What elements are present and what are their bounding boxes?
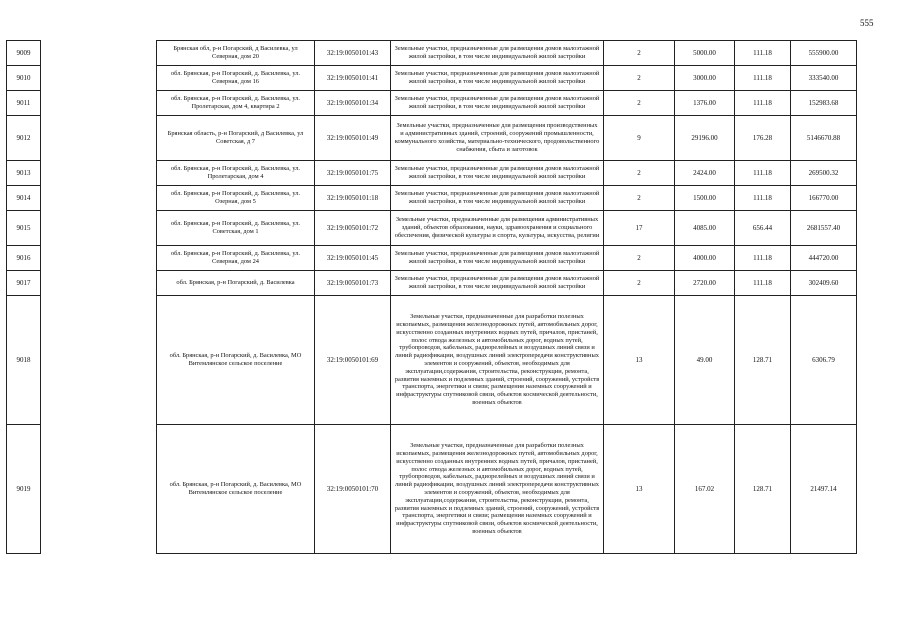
row-group: 13 (604, 296, 675, 425)
row-address: обл. Брянская, р-н Погарский, д. Василевка, МО Витемлянское сельское поселение (157, 425, 315, 554)
row-area: 1376.00 (675, 91, 735, 116)
row-group: 2 (604, 91, 675, 116)
row-id: 9017 (7, 271, 41, 296)
row-cadastral-value: 6306.79 (791, 296, 857, 425)
row-address: обл. Брянская, р-н Погарский, д. Василевка, ул. Северная, дом 16 (157, 66, 315, 91)
row-address: Брянская область, р-н Погарский, д Василевка, ул Советская, д 7 (157, 116, 315, 161)
row-cadastral-number: 32:19:0050101:18 (315, 186, 391, 211)
row-rate: 111.18 (735, 91, 791, 116)
row-cadastral-number: 32:19:0050101:43 (315, 41, 391, 66)
row-spacer (41, 41, 157, 66)
row-group: 17 (604, 211, 675, 246)
row-group: 2 (604, 246, 675, 271)
row-cadastral-number: 32:19:0050101:41 (315, 66, 391, 91)
table-row (7, 186, 857, 211)
row-cadastral-value: 2681557.40 (791, 211, 857, 246)
row-spacer (41, 161, 157, 186)
table-row (7, 116, 857, 161)
row-group: 9 (604, 116, 675, 161)
row-group: 2 (604, 66, 675, 91)
row-land-use: Земельные участки, предназначенные для размещения домов малоэтажной жилой застройки, в том числе индивидуальной жилой застройки (391, 41, 604, 66)
row-group: 2 (604, 161, 675, 186)
row-spacer (41, 271, 157, 296)
row-cadastral-number: 32:19:0050101:69 (315, 296, 391, 425)
row-cadastral-value: 555900.00 (791, 41, 857, 66)
row-id: 9015 (7, 211, 41, 246)
row-rate: 111.18 (735, 271, 791, 296)
row-cadastral-value: 269500.32 (791, 161, 857, 186)
row-cadastral-number: 32:19:0050101:34 (315, 91, 391, 116)
row-land-use: Земельные участки, предназначенные для размещения домов малоэтажной жилой застройки, в том числе индивидуальной жилой застройки (391, 271, 604, 296)
row-spacer (41, 186, 157, 211)
row-id: 9012 (7, 116, 41, 161)
row-land-use: Земельные участки, предназначенные для разработки полезных ископаемых, размещения железнодорожных путей, автомобильных дорог, искусственно созданных внутренних водных путей, причалов, пристаней, полос отвода железных и автомобильных дорог, водных путей, трубопроводов, кабельных, радиорелейных и воздушных линий связи и линий радиофикации, воздушных линий электропередачи конструктивных элементов и сооружений, объектов, необходимых для эксплуатации,содержания, строительства, реконструкции, ремонта, развития наземных и подземных зданий, строений, сооружений, устройств транспорта, энергетики и связи; размещения наземных сооружений и инфраструктуры спутниковой связи, объектов космической деятельности, военных объектов (391, 425, 604, 554)
table-row (7, 211, 857, 246)
row-cadastral-value: 444720.00 (791, 246, 857, 271)
row-rate: 111.18 (735, 161, 791, 186)
table-body (7, 41, 857, 554)
page-number: 555 (860, 18, 874, 28)
row-area: 29196.00 (675, 116, 735, 161)
row-address: обл. Брянская, р-н Погарский, д. Василевка, ул. Северная, дом 24 (157, 246, 315, 271)
row-address: обл. Брянская, р-н Погарский, д. Василевка, ул. Пролетарская, дом 4 (157, 161, 315, 186)
table-row (7, 271, 857, 296)
row-address: обл. Брянская, р-н Погарский, д. Василевка, МО Витемлянское сельское поселение (157, 296, 315, 425)
row-spacer (41, 425, 157, 554)
row-land-use: Земельные участки, предназначенные для размещения административных зданий, объектов образования, науки, здравоохранения и социального обеспечения, физической культуры и спорта, культуры, искусства, религии (391, 211, 604, 246)
row-cadastral-number: 32:19:0050101:70 (315, 425, 391, 554)
row-cadastral-value: 166770.00 (791, 186, 857, 211)
row-area: 4000.00 (675, 246, 735, 271)
row-group: 2 (604, 41, 675, 66)
row-area: 4085.00 (675, 211, 735, 246)
row-address: обл. Брянская, р-н Погарский, д. Василевка, ул. Озерная, дом 5 (157, 186, 315, 211)
table-row (7, 66, 857, 91)
row-rate: 128.71 (735, 425, 791, 554)
cadastral-value-table (6, 40, 857, 554)
table-row (7, 41, 857, 66)
table-row (7, 296, 857, 425)
row-id: 9018 (7, 296, 41, 425)
row-land-use: Земельные участки, предназначенные для размещения домов малоэтажной жилой застройки, в том числе индивидуальной жилой застройки (391, 91, 604, 116)
row-land-use: Земельные участки, предназначенные для размещения домов малоэтажной жилой застройки, в том числе индивидуальной жилой застройки (391, 186, 604, 211)
row-cadastral-number: 32:19:0050101:45 (315, 246, 391, 271)
row-area: 3000.00 (675, 66, 735, 91)
row-address: обл. Брянская, р-н Погарский, д. Василевка, ул. Советская, дом 1 (157, 211, 315, 246)
row-rate: 111.18 (735, 246, 791, 271)
row-group: 2 (604, 186, 675, 211)
row-id: 9013 (7, 161, 41, 186)
row-area: 49.00 (675, 296, 735, 425)
row-area: 2720.00 (675, 271, 735, 296)
row-cadastral-value: 333540.00 (791, 66, 857, 91)
row-cadastral-number: 32:19:0050101:75 (315, 161, 391, 186)
row-id: 9011 (7, 91, 41, 116)
row-id: 9014 (7, 186, 41, 211)
row-cadastral-value: 21497.14 (791, 425, 857, 554)
row-cadastral-number: 32:19:0050101:49 (315, 116, 391, 161)
row-area: 5000.00 (675, 41, 735, 66)
row-area: 2424.00 (675, 161, 735, 186)
row-address: обл. Брянская, р-н Погарский, д. Василевка (157, 271, 315, 296)
row-spacer (41, 211, 157, 246)
row-cadastral-number: 32:19:0050101:73 (315, 271, 391, 296)
row-spacer (41, 296, 157, 425)
row-rate: 111.18 (735, 41, 791, 66)
row-land-use: Земельные участки, предназначенные для размещения домов малоэтажной жилой застройки, в том числе индивидуальной жилой застройки (391, 246, 604, 271)
row-spacer (41, 116, 157, 161)
row-rate: 111.18 (735, 186, 791, 211)
row-address: Брянская обл, р-н Погарский, д Василевка, ул Северная, дом 20 (157, 41, 315, 66)
table-row (7, 425, 857, 554)
table-row (7, 246, 857, 271)
row-id: 9019 (7, 425, 41, 554)
row-land-use: Земельные участки, предназначенные для разработки полезных ископаемых, размещения железнодорожных путей, автомобильных дорог, искусственно созданных внутренних водных путей, причалов, пристаней, полос отвода железных и автомобильных дорог, водных путей, трубопроводов, кабельных, радиорелейных и воздушных линий связи и линий радиофикации, воздушных линий электропередачи конструктивных элементов и сооружений, объектов, необходимых для эксплуатации,содержания, строительства, реконструкции, ремонта, развития наземных и подземных зданий, строений, сооружений, устройств транспорта, энергетики и связи; размещения наземных сооружений и инфраструктуры спутниковой связи, объектов космической деятельности, военных объектов (391, 296, 604, 425)
row-cadastral-value: 5146670.88 (791, 116, 857, 161)
row-area: 167.02 (675, 425, 735, 554)
row-cadastral-number: 32:19:0050101:72 (315, 211, 391, 246)
row-rate: 656.44 (735, 211, 791, 246)
row-land-use: Земельные участки, предназначенные для размещения домов малоэтажной жилой застройки, в том числе индивидуальной жилой застройки (391, 66, 604, 91)
row-cadastral-value: 302409.60 (791, 271, 857, 296)
row-id: 9016 (7, 246, 41, 271)
row-rate: 128.71 (735, 296, 791, 425)
row-cadastral-value: 152983.68 (791, 91, 857, 116)
row-id: 9010 (7, 66, 41, 91)
row-spacer (41, 246, 157, 271)
row-group: 2 (604, 271, 675, 296)
row-area: 1500.00 (675, 186, 735, 211)
row-spacer (41, 66, 157, 91)
table-row (7, 91, 857, 116)
row-land-use: Земельные участки, предназначенные для размещения домов малоэтажной жилой застройки, в том числе индивидуальной жилой застройки (391, 161, 604, 186)
row-rate: 176.28 (735, 116, 791, 161)
row-rate: 111.18 (735, 66, 791, 91)
row-id: 9009 (7, 41, 41, 66)
row-spacer (41, 91, 157, 116)
table-row (7, 161, 857, 186)
row-group: 13 (604, 425, 675, 554)
row-land-use: Земельные участки, предназначенные для размещения производственных и административных зданий, строений, сооружений промышленности, коммунального хозяйства, материально-технического, продовольственного снабжения, сбыта и заготовок (391, 116, 604, 161)
row-address: обл. Брянская, р-н Погарский, д. Василевка, ул. Пролетарская, дом 4, квартира 2 (157, 91, 315, 116)
